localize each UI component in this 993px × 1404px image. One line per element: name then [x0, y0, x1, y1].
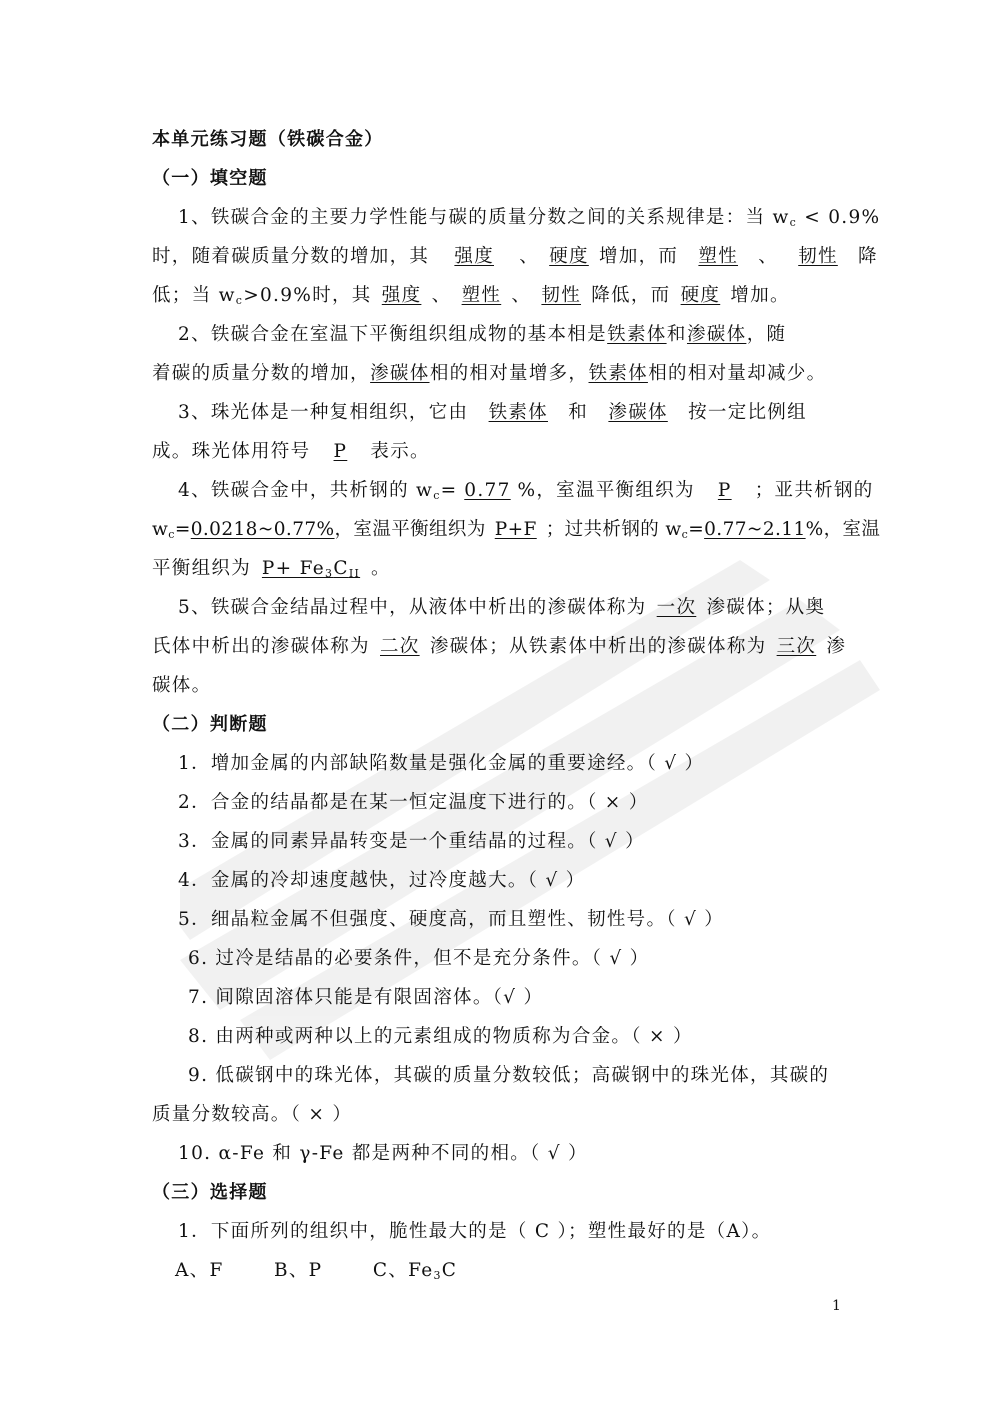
- answer: 0.77~2.11: [704, 519, 806, 540]
- section-fill-heading: （一）填空题: [152, 168, 268, 189]
- answer: P: [333, 441, 348, 462]
- text: =: [440, 480, 458, 501]
- option-b: B、P: [273, 1260, 323, 1281]
- answer: 硬度: [549, 246, 589, 267]
- fill-q3-line2: [152, 432, 842, 471]
- answer: 渗碳体: [686, 324, 747, 345]
- text: 、: [431, 285, 452, 306]
- subscript: 3: [433, 1269, 442, 1282]
- text: 渗: [826, 636, 847, 657]
- answer: 渗碳体: [370, 363, 430, 384]
- text: < 0.9%: [797, 207, 881, 228]
- option-a: A、F: [175, 1260, 224, 1281]
- judge-item-2: 2．合金的结晶都是在某一恒定温度下进行的。（ × ）: [178, 792, 649, 813]
- answer: 硬度: [680, 285, 721, 306]
- fill-q4-line3: [152, 549, 842, 593]
- judge-item-6: 6. 过冷是结晶的必要条件，但不是充分条件。（ √ ）: [188, 948, 650, 969]
- text: 4、铁碳合金中，共析钢的 w: [178, 480, 434, 501]
- answer: 一次: [656, 597, 697, 618]
- fill-q1-line1: [178, 198, 881, 242]
- judge-item-3: 3．金属的同素异晶转变是一个重结晶的过程。（ √ ）: [178, 831, 645, 852]
- answer: 韧性: [541, 285, 582, 306]
- fill-q2-line2: [152, 354, 842, 393]
- fill-q4-line1: [178, 471, 874, 515]
- text: %，室温平衡组织为: [517, 480, 695, 501]
- answer: 二次: [380, 636, 420, 657]
- fill-q1-line3: [152, 276, 842, 320]
- text: >0.9%时，其: [243, 285, 372, 306]
- judge-item-7: 7. 间隙固溶体只能是有限固溶体。（√ ）: [188, 987, 544, 1008]
- subscript: 3: [325, 567, 334, 580]
- text: 。: [371, 558, 391, 579]
- page-title: 本单元练习题（铁碳合金）: [152, 129, 384, 150]
- answer: 0.0218~0.77%: [190, 519, 335, 540]
- text: ；亚共析钢的: [754, 480, 874, 501]
- text: C、Fe: [372, 1260, 434, 1281]
- text: C: [441, 1260, 458, 1281]
- text: 相的相对量却减少。: [648, 363, 827, 384]
- text: 相的相对量增多，: [429, 363, 589, 384]
- section-choice-heading: （三）选择题: [152, 1182, 268, 1203]
- judge-item-9: 9. 低碳钢中的珠光体，其碳的质量分数较低；高碳钢中的珠光体，其碳的: [188, 1065, 830, 1086]
- text: 、: [511, 285, 532, 306]
- text: =: [688, 519, 705, 540]
- answer: [251, 549, 371, 593]
- answer: 塑性: [698, 246, 739, 267]
- answer: 0.77: [464, 480, 511, 501]
- text: 5、铁碳合金结晶过程中，从液体中析出的渗碳体称为: [178, 597, 647, 618]
- answer: P+F: [494, 519, 537, 540]
- answer: 铁素体: [588, 363, 648, 384]
- answer: 渗碳体: [608, 402, 668, 423]
- text: 成。珠光体用符号: [152, 441, 311, 462]
- text: 和: [666, 324, 687, 345]
- answer: P: [717, 480, 732, 501]
- choice-q1-options: [175, 1251, 865, 1295]
- fill-q5-line1: [178, 588, 868, 627]
- text: 降低，而: [591, 285, 671, 306]
- subscript: c: [168, 528, 175, 541]
- subscript: c: [235, 294, 244, 307]
- text: ；过共析钢的 w: [545, 519, 682, 540]
- text: 渗碳体；从铁素体中析出的渗碳体称为: [429, 636, 767, 657]
- text: 氏体中析出的渗碳体称为: [152, 636, 370, 657]
- fill-q4-line2: [152, 510, 881, 554]
- text: 和: [568, 402, 589, 423]
- judge-item-1: 1．增加金属的内部缺陷数量是强化金属的重要途经。（ √ ）: [178, 753, 705, 774]
- choice-q1: 1．下面所列的组织中，脆性最大的是（ C ）；塑性最好的是（A）。: [178, 1221, 772, 1242]
- section-judge-heading: （二）判断题: [152, 714, 268, 735]
- subscript: c: [433, 489, 441, 502]
- text: ，随: [746, 324, 787, 345]
- judge-item-9-cont: 质量分数较高。（ × ）: [152, 1104, 353, 1125]
- answer: 强度: [381, 285, 422, 306]
- text: 低；当 w: [152, 285, 236, 306]
- text: ，室温平衡组织为: [334, 519, 486, 540]
- text: 降: [858, 246, 878, 267]
- text: %，室温: [805, 519, 881, 540]
- text: 1、铁碳合金的主要力学性能与碳的质量分数之间的关系规律是：当 w: [178, 207, 790, 228]
- judge-item-5: 5．细晶粒金属不但强度、硬度高，而且塑性、韧性号。（ √ ）: [178, 909, 725, 930]
- text: 增加，而: [599, 246, 679, 267]
- text: 着碳的质量分数的增加，: [152, 363, 370, 384]
- text: 、: [758, 246, 779, 267]
- option-c: [373, 1260, 457, 1281]
- text: 增加。: [730, 285, 790, 306]
- judge-item-8: 8. 由两种或两种以上的元素组成的物质称为合金。（ × ）: [188, 1026, 693, 1047]
- subscript: II: [348, 567, 361, 580]
- text: 时，随着碳质量分数的增加，其: [152, 246, 430, 267]
- judge-item-10: 10. α-Fe 和 γ-Fe 都是两种不同的相。（ √ ）: [178, 1143, 588, 1164]
- text: 、: [519, 246, 540, 267]
- fill-q3-line1: [178, 393, 868, 432]
- text: 平衡组织为: [152, 558, 252, 579]
- fill-q1-line2: [152, 237, 878, 276]
- answer: 塑性: [461, 285, 502, 306]
- text: 渗碳体；从奥: [706, 597, 826, 618]
- text: 表示。: [370, 441, 430, 462]
- text: 3、珠光体是一种复相组织，它由: [178, 402, 469, 423]
- answer: 铁素体: [607, 324, 667, 345]
- fill-q2-line1: [178, 315, 868, 354]
- answer: 三次: [776, 636, 817, 657]
- fill-q5-line2: [152, 627, 847, 666]
- text: 2、铁碳合金在室温下平衡组织组成物的基本相是: [178, 324, 607, 345]
- text: 按一定比例组: [688, 402, 807, 423]
- text: C: [333, 558, 349, 579]
- text: P+ Fe: [261, 558, 326, 579]
- answer: 韧性: [798, 246, 838, 267]
- subscript: c: [681, 528, 689, 541]
- judge-item-4: 4．金属的冷却速度越快，过冷度越大。（ √ ）: [178, 870, 586, 891]
- answer: 强度: [454, 246, 494, 267]
- answer: 铁素体: [488, 402, 548, 423]
- subscript: c: [789, 216, 798, 229]
- page-number: 1: [832, 1298, 841, 1314]
- fill-q5-line3: 碳体。: [152, 675, 212, 696]
- text: =: [174, 519, 191, 540]
- text: w: [152, 519, 169, 540]
